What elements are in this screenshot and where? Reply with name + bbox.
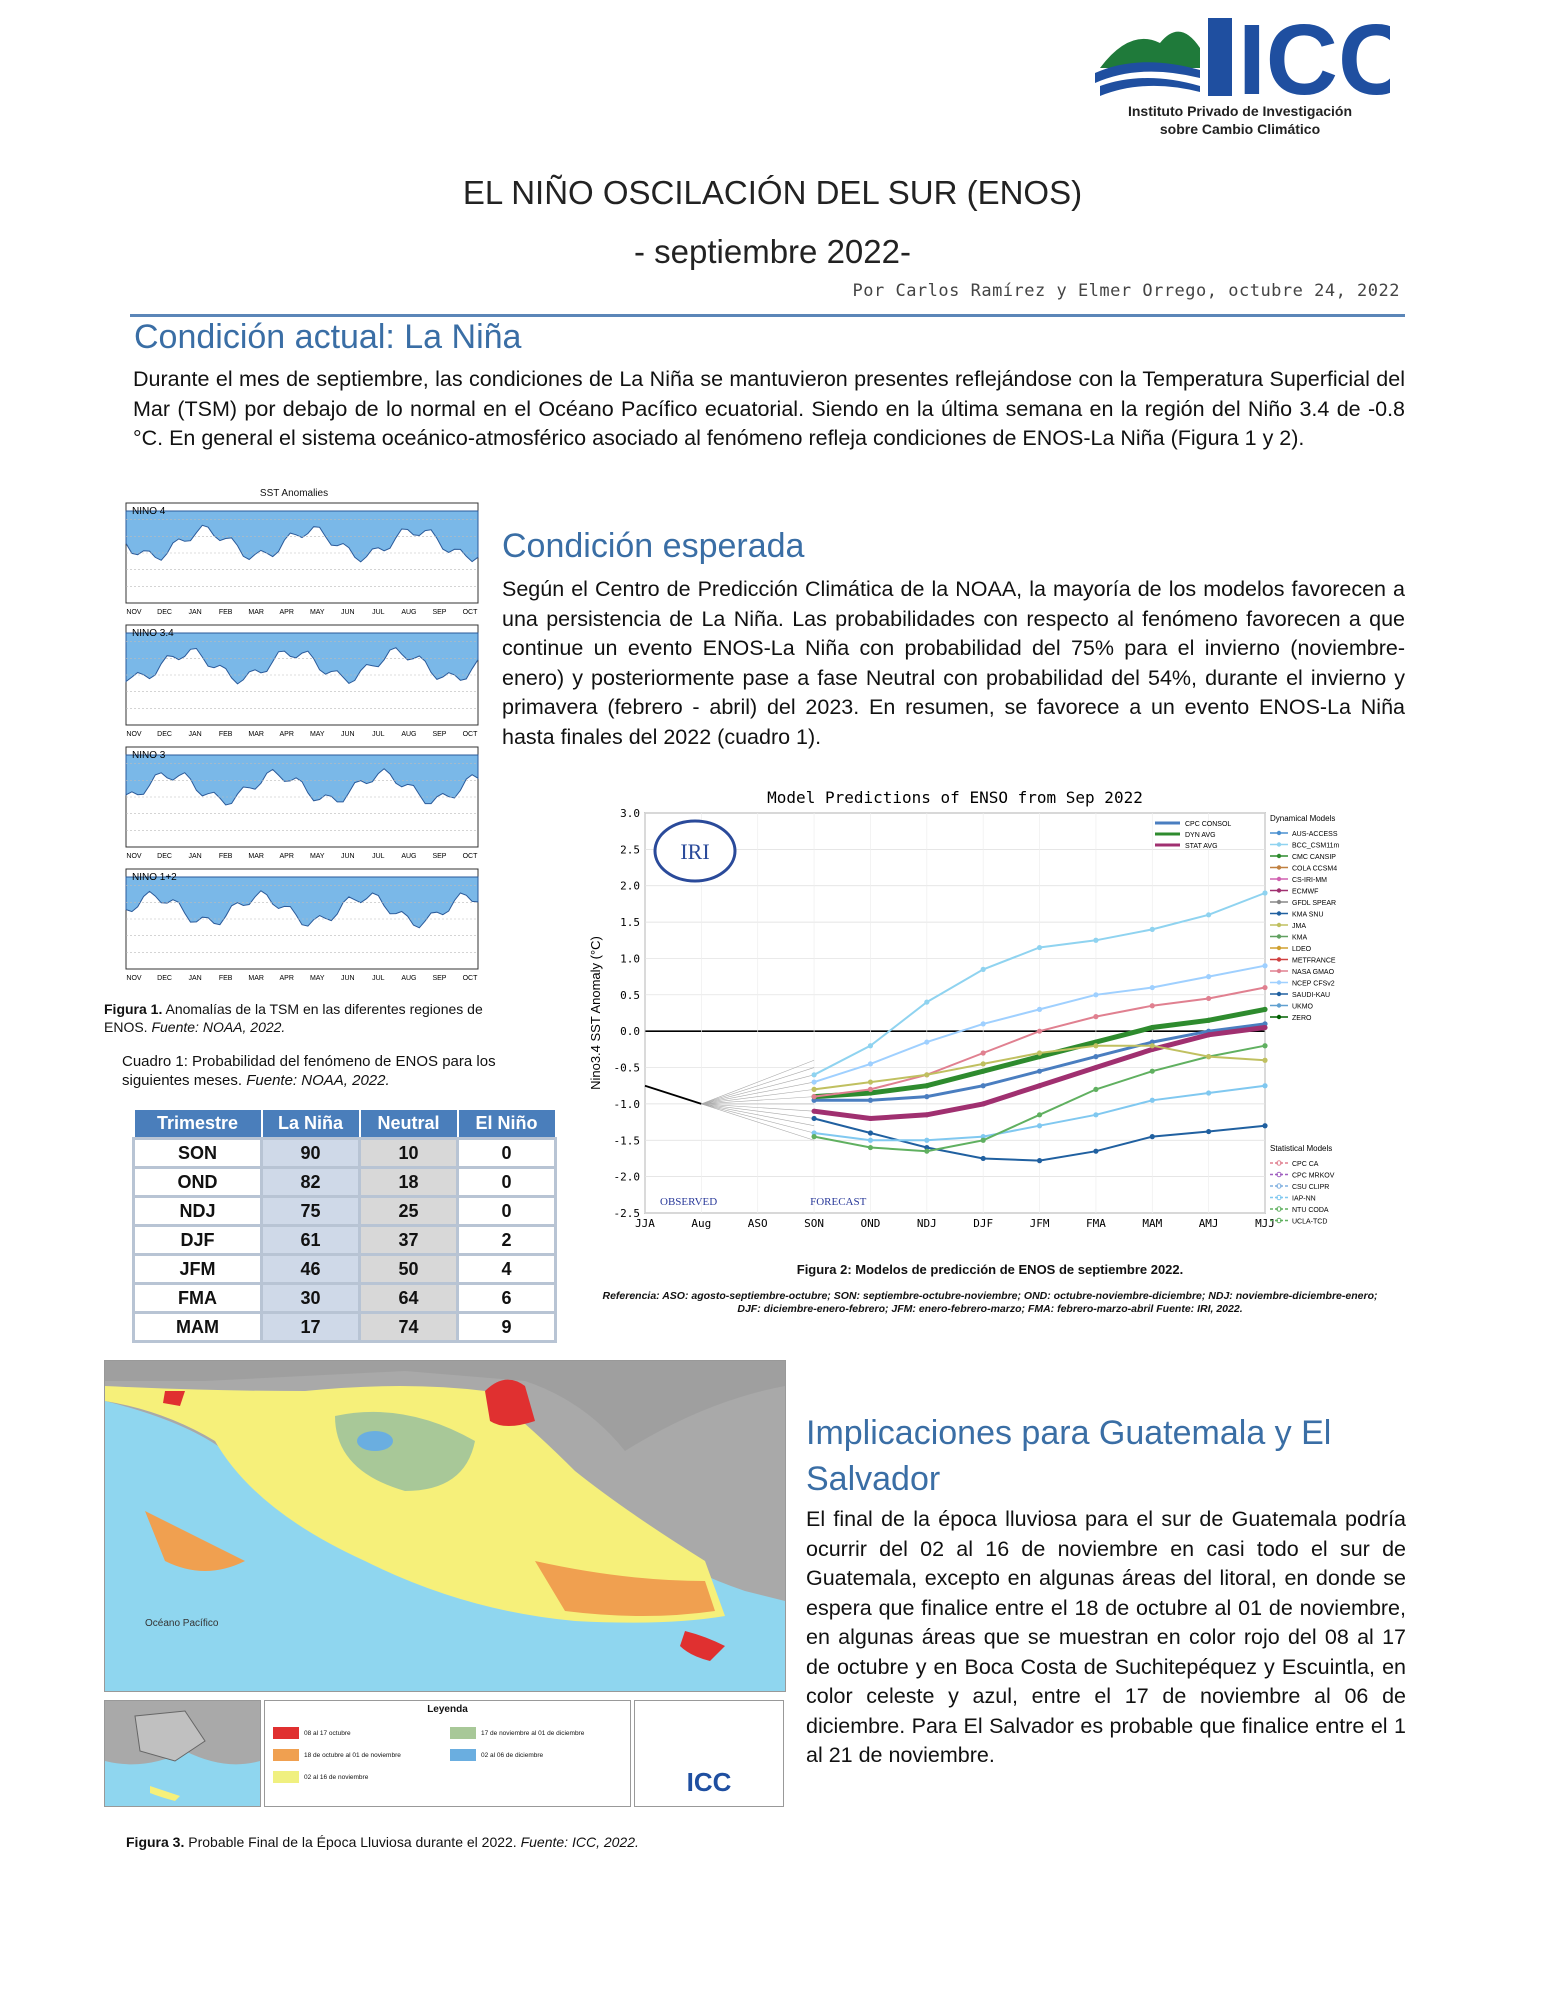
data-point <box>924 1149 929 1154</box>
byline: Por Carlos Ramírez y Elmer Orrego, octubre 24, 2022 <box>852 281 1400 301</box>
cuadro1-caption: Cuadro 1: Probabilidad del fenómeno de ENOS para los siguientes meses. Fuente: NOAA, 2022. <box>122 1053 496 1089</box>
cuadro1-header-1: La Niña <box>262 1109 360 1139</box>
legend-label: ZERO <box>1292 1015 1312 1022</box>
data-point <box>1262 1083 1267 1088</box>
month-tick: AUG <box>401 731 417 738</box>
month-tick: MAY <box>309 609 325 616</box>
month-tick: FEB <box>218 731 233 738</box>
month-tick: SEP <box>432 975 447 982</box>
legend-label: CSU CLIPR <box>1292 1184 1330 1191</box>
table-cell: 2 <box>458 1226 556 1255</box>
table-row <box>134 1197 556 1226</box>
month-tick: MAR <box>248 975 264 982</box>
legend-marker <box>1277 946 1281 950</box>
data-point <box>1037 1083 1042 1088</box>
data-point <box>868 1130 873 1135</box>
table-cell: 10 <box>360 1139 458 1168</box>
figure2-caption: Figura 2: Modelos de predicción de ENOS de septiembre 2022. <box>796 1262 1184 1277</box>
month-tick: OCT <box>462 609 478 616</box>
legend-label: NASA GMAO <box>1292 969 1335 976</box>
section-body-current: Durante el mes de septiembre, las condiciones de La Niña se mantuvieron presentes reflejándose con la Temperatura Superficial del Mar (TSM) por debajo de lo normal en el Océano Pacífico ecuatorial. Siendo en la última semana en la región del Niño 3.4 de -0.8 °C. En general el sistema oceánico-atmosférico asociado al fenómeno refleja condiciones de ENOS-La Niña (Figura 1 y 2). <box>133 367 1405 450</box>
month-tick: DEC <box>157 975 172 982</box>
data-point <box>924 1112 929 1117</box>
table-cell: JFM <box>134 1255 262 1284</box>
table-cell: SON <box>134 1139 262 1168</box>
y-tick-label: 0.5 <box>620 988 640 1002</box>
figure1-panels <box>104 499 484 989</box>
legend-color-swatch <box>273 1771 299 1783</box>
data-point <box>1262 1025 1267 1030</box>
data-point <box>981 1061 986 1066</box>
legend-label: LDEO <box>1292 946 1312 953</box>
month-tick: MAR <box>248 731 264 738</box>
panel-label: NINO 4 <box>132 506 166 517</box>
rainy-season-map <box>105 1361 785 1691</box>
data-point <box>868 1043 873 1048</box>
month-tick: JUL <box>372 731 385 738</box>
month-tick: JUL <box>372 853 385 860</box>
data-point <box>811 1116 816 1121</box>
data-point <box>1262 890 1267 895</box>
data-point <box>1150 985 1155 990</box>
month-tick: JUN <box>341 853 355 860</box>
section-heading-expected: Condición esperada <box>502 527 805 565</box>
data-point <box>1206 912 1211 917</box>
month-tick: JAN <box>188 731 202 738</box>
x-tick-label: Aug <box>691 1217 712 1230</box>
month-tick: DEC <box>157 731 172 738</box>
sst-panel <box>126 625 478 738</box>
y-tick-label: 3.0 <box>620 807 640 820</box>
data-point <box>1262 963 1267 968</box>
y-tick-label: 2.5 <box>620 843 640 857</box>
legend-label: NCEP CFSv2 <box>1292 980 1335 988</box>
legend-marker <box>1277 877 1281 881</box>
data-point <box>1262 1007 1267 1012</box>
legend-dyn-title: Dynamical Models <box>1270 814 1336 823</box>
table-row <box>134 1168 556 1197</box>
x-tick-label: MAM <box>1142 1217 1163 1230</box>
legend-label: CPC MRKOV <box>1292 1172 1335 1180</box>
data-point <box>868 1116 873 1121</box>
y-tick-label: -2.0 <box>613 1170 640 1184</box>
logo-subtitle: Instituto Privado de Investigación sobre Cambio Climático <box>1127 103 1353 137</box>
legend-label: ECMWF <box>1292 888 1319 896</box>
cuadro1-header-0: Trimestre <box>134 1109 262 1139</box>
data-point <box>868 1098 873 1103</box>
data-point <box>1037 1050 1042 1055</box>
data-point <box>1093 1087 1098 1092</box>
month-tick: MAY <box>309 853 325 860</box>
data-point <box>1206 1032 1211 1037</box>
page-subtitle: - septiembre 2022- <box>634 233 911 270</box>
data-point <box>1150 1069 1155 1074</box>
month-tick: SEP <box>432 731 447 738</box>
x-tick-label: FMA <box>1085 1217 1106 1230</box>
legend-marker <box>1277 854 1281 858</box>
legend-item <box>273 1749 401 1761</box>
table-cell: 75 <box>262 1197 360 1226</box>
legend-marker <box>1277 992 1281 996</box>
x-tick-label: ASO <box>747 1217 768 1230</box>
cuadro1-header-3: El Niño <box>458 1109 556 1139</box>
legend-marker <box>1277 923 1281 927</box>
panel-label: NINO 1+2 <box>132 872 177 883</box>
legend-marker <box>1277 969 1281 973</box>
data-point <box>924 1094 929 1099</box>
table-cell: 4 <box>458 1255 556 1284</box>
month-tick: APR <box>279 609 294 616</box>
data-point <box>1037 1123 1042 1128</box>
month-tick: OCT <box>462 731 478 738</box>
legend-label: COLA CCSM4 <box>1292 865 1338 873</box>
data-point <box>1150 927 1155 932</box>
table-cell: 50 <box>360 1255 458 1284</box>
table-cell: 0 <box>458 1168 556 1197</box>
data-point <box>981 1083 986 1088</box>
table-cell: 64 <box>360 1284 458 1313</box>
table-cell: 18 <box>360 1168 458 1197</box>
inset-map <box>104 1700 261 1807</box>
legend-label: CMC CANSIP <box>1292 854 1336 861</box>
legend-marker <box>1277 957 1281 961</box>
data-point <box>1206 1018 1211 1023</box>
legend-color-swatch <box>273 1749 299 1761</box>
data-point <box>811 1094 816 1099</box>
table-cell: 82 <box>262 1168 360 1197</box>
table-cell: 25 <box>360 1197 458 1226</box>
month-tick: FEB <box>218 975 233 982</box>
legend-label: DYN AVG <box>1185 832 1216 839</box>
y-tick-label: -0.5 <box>613 1061 640 1075</box>
data-point <box>811 1079 816 1084</box>
legend-label: KMA <box>1292 934 1308 942</box>
data-point <box>1093 1054 1098 1059</box>
y-tick-label: 2.0 <box>620 879 640 893</box>
legend-label: AUS-ACCESS <box>1292 831 1338 838</box>
y-tick-label: 1.5 <box>620 916 640 930</box>
month-tick: OCT <box>462 853 478 860</box>
month-tick: OCT <box>462 975 478 982</box>
ocean-label: Océano Pacífico <box>145 1618 219 1629</box>
data-point <box>1150 1134 1155 1139</box>
month-tick: JUN <box>341 975 355 982</box>
iri-badge-text: IRI <box>680 839 710 864</box>
table-cell: 46 <box>262 1255 360 1284</box>
figure2-chart <box>575 785 1405 1255</box>
data-point <box>924 999 929 1004</box>
cuadro1-table-wrap <box>132 1108 557 1343</box>
table-cell: 9 <box>458 1313 556 1342</box>
legend-stat-title: Statistical Models <box>1270 1144 1333 1153</box>
data-point <box>1262 1043 1267 1048</box>
data-point <box>1037 1069 1042 1074</box>
x-tick-label: OND <box>860 1217 881 1230</box>
data-point <box>811 1072 816 1077</box>
data-point <box>1037 945 1042 950</box>
map-credits <box>634 1700 784 1807</box>
legend-item-label: 18 de octubre al 01 de noviembre <box>304 1751 401 1759</box>
y-axis-label: Nino3.4 SST Anomaly (°C) <box>588 936 603 1090</box>
data-point <box>1093 938 1098 943</box>
data-point <box>981 1069 986 1074</box>
panel-label: NINO 3.4 <box>132 628 174 639</box>
month-tick: JAN <box>188 975 202 982</box>
svg-text:ICC: ICC <box>1238 8 1390 103</box>
figure3-map <box>104 1360 786 1692</box>
data-point <box>981 1050 986 1055</box>
month-tick: DEC <box>157 853 172 860</box>
legend-marker <box>1277 934 1281 938</box>
month-tick: NOV <box>126 731 142 738</box>
month-tick: NOV <box>126 975 142 982</box>
legend-marker <box>1277 865 1281 869</box>
forecast-label: FORECAST <box>810 1196 867 1208</box>
data-point <box>981 1021 986 1026</box>
legend-marker <box>1277 900 1281 904</box>
month-tick: AUG <box>401 975 417 982</box>
page-title: EL NIÑO OSCILACIÓN DEL SUR (ENOS) <box>462 174 1083 211</box>
figure1-sst-anomalies <box>104 488 484 988</box>
legend-item <box>273 1727 351 1739</box>
data-point <box>1037 1029 1042 1034</box>
legend-item <box>273 1771 368 1783</box>
enso-plume-svg <box>575 785 1405 1255</box>
data-point <box>1093 1149 1098 1154</box>
x-tick-label: JJA <box>635 1217 655 1230</box>
x-tick-label: AMJ <box>1198 1217 1219 1230</box>
data-point <box>1037 1158 1042 1163</box>
sst-panel <box>126 747 478 860</box>
legend-label: NTU CODA <box>1292 1207 1329 1214</box>
icc-logo <box>1090 8 1390 143</box>
legend-color-swatch <box>273 1727 299 1739</box>
section-heading-implications: Implicaciones para Guatemala y El Salvador <box>806 1414 1332 1498</box>
legend-marker <box>1277 831 1281 835</box>
x-tick-label: NDJ <box>916 1217 937 1230</box>
month-tick: NOV <box>126 853 142 860</box>
table-cell: 90 <box>262 1139 360 1168</box>
sst-panel <box>126 869 478 982</box>
month-tick: APR <box>279 975 294 982</box>
table-cell: 0 <box>458 1139 556 1168</box>
legend-marker <box>1277 888 1281 892</box>
month-tick: FEB <box>218 609 233 616</box>
table-row <box>134 1255 556 1284</box>
month-tick: JUN <box>341 609 355 616</box>
data-point <box>811 1109 816 1114</box>
chart-title: Model Predictions of ENSO from Sep 2022 <box>767 788 1143 807</box>
legend-label: UCLA-TCD <box>1292 1218 1328 1226</box>
month-tick: DEC <box>157 609 172 616</box>
data-point <box>924 1083 929 1088</box>
panel-label: NINO 3 <box>132 750 166 761</box>
data-point <box>1093 1014 1098 1019</box>
month-tick: APR <box>279 731 294 738</box>
legend-color-swatch <box>450 1727 476 1739</box>
table-cell: 37 <box>360 1226 458 1255</box>
table-cell: 0 <box>458 1197 556 1226</box>
table-cell: 61 <box>262 1226 360 1255</box>
data-point <box>1150 1003 1155 1008</box>
table-row <box>134 1139 556 1168</box>
legend-label: STAT AVG <box>1185 843 1218 850</box>
month-tick: AUG <box>401 609 417 616</box>
table-cell: MAM <box>134 1313 262 1342</box>
legend-label: BCC_CSM11m <box>1292 842 1340 850</box>
legend-label: SAUDI-KAU <box>1292 992 1331 999</box>
table-cell: OND <box>134 1168 262 1197</box>
data-point <box>868 1087 873 1092</box>
icc-logo-mark <box>1090 8 1390 103</box>
data-point <box>1093 1043 1098 1048</box>
x-tick-label: DJF <box>973 1217 994 1230</box>
month-tick: NOV <box>126 609 142 616</box>
observed-label: OBSERVED <box>660 1196 718 1208</box>
data-point <box>1206 1129 1211 1134</box>
data-point <box>924 1039 929 1044</box>
month-tick: FEB <box>218 853 233 860</box>
legend-marker <box>1277 911 1281 915</box>
legend-item <box>450 1727 584 1739</box>
data-point <box>1150 1098 1155 1103</box>
legend-marker <box>1277 980 1281 984</box>
data-point <box>811 1134 816 1139</box>
cuadro1-header-2: Neutral <box>360 1109 458 1139</box>
table-row <box>134 1284 556 1313</box>
data-point <box>811 1087 816 1092</box>
y-tick-label: -1.0 <box>613 1097 640 1111</box>
data-point <box>868 1145 873 1150</box>
data-point <box>1093 1112 1098 1117</box>
data-point <box>981 967 986 972</box>
legend-item-label: 02 al 16 de noviembre <box>304 1773 369 1781</box>
legend-title: Leyenda <box>427 1704 468 1715</box>
month-tick: APR <box>279 853 294 860</box>
data-point <box>1093 992 1098 997</box>
legend-label: CS-IRI-MM <box>1292 877 1327 884</box>
legend-label: KMA SNU <box>1292 911 1324 919</box>
y-tick-label: 0.0 <box>620 1025 640 1039</box>
data-point <box>924 1072 929 1077</box>
table-row <box>134 1226 556 1255</box>
legend-marker <box>1277 842 1281 846</box>
legend-label: METFRANCE <box>1292 957 1336 965</box>
data-point <box>1093 1065 1098 1070</box>
y-tick-label: -1.5 <box>613 1134 640 1148</box>
legend-marker <box>1277 1015 1281 1019</box>
data-point <box>1262 985 1267 990</box>
month-tick: JUN <box>341 731 355 738</box>
figure3-caption: Figura 3. Probable Final de la Época Lluviosa durante el 2022. Fuente: ICC, 2022. <box>126 1834 639 1850</box>
header-rule <box>130 314 1405 317</box>
data-point <box>981 1138 986 1143</box>
legend-label: JMA <box>1292 923 1306 930</box>
month-tick: JAN <box>188 609 202 616</box>
legend-marker <box>1277 1003 1281 1007</box>
data-point <box>1262 1123 1267 1128</box>
legend-color-swatch <box>450 1749 476 1761</box>
table-cell: 17 <box>262 1313 360 1342</box>
data-point <box>868 1079 873 1084</box>
data-point <box>1037 1007 1042 1012</box>
table-cell: NDJ <box>134 1197 262 1226</box>
month-tick: MAY <box>309 731 325 738</box>
data-point <box>1150 1025 1155 1030</box>
legend-item <box>450 1749 543 1761</box>
y-tick-label: 1.0 <box>620 952 640 966</box>
legend-item-label: 02 al 06 de diciembre <box>481 1751 544 1759</box>
table-cell: 30 <box>262 1284 360 1313</box>
table-cell: 6 <box>458 1284 556 1313</box>
month-tick: MAY <box>309 975 325 982</box>
data-point <box>981 1101 986 1106</box>
data-point <box>868 1138 873 1143</box>
table-cell: FMA <box>134 1284 262 1313</box>
section-heading-current: Condición actual: La Niña <box>134 318 522 356</box>
legend-label: UKMO <box>1292 1003 1313 1011</box>
month-tick: SEP <box>432 609 447 616</box>
y-tick-label: -2.5 <box>613 1207 640 1220</box>
table-cell: DJF <box>134 1226 262 1255</box>
data-point <box>868 1061 873 1066</box>
data-point <box>1206 974 1211 979</box>
table-cell: 74 <box>360 1313 458 1342</box>
data-point <box>981 1156 986 1161</box>
map-legend <box>264 1700 631 1807</box>
sst-panel <box>126 503 478 616</box>
data-point <box>1206 1090 1211 1095</box>
data-point <box>1037 1112 1042 1117</box>
data-point <box>1206 1054 1211 1059</box>
legend-label: IAP-NN <box>1292 1195 1316 1203</box>
legend-label: GFDL SPEAR <box>1292 900 1337 907</box>
month-tick: AUG <box>401 853 417 860</box>
month-tick: MAR <box>248 609 264 616</box>
x-tick-label: SON <box>804 1217 825 1230</box>
section-body-expected: Según el Centro de Predicción Climática de la NOAA, la mayoría de los modelos favorecen a una persistencia de La Niña. Las probabilidades con respecto al fenómeno favorecen a que continue un evento ENOS-La Niña con probabilidad del 75% para el invierno (noviembre-enero) y posteriormente pase a fase Neutral con probabilidad del 54%, durante el invierno y primavera (febrero - abril) del 2023. En resumen, se favorece a un evento ENOS-La Niña hasta finales del 2022 (cuadro 1). <box>502 577 1405 749</box>
x-tick-label: MJJ <box>1255 1217 1275 1230</box>
month-tick: JAN <box>188 853 202 860</box>
data-point <box>1150 1043 1155 1048</box>
data-point <box>1262 1058 1267 1063</box>
figure2-reference: Referencia: ASO: agosto-septiembre-octubre; SON: septiembre-octubre-noviembre; OND: octubre-noviembre-diciembre; NDJ: noviembre-diciembre-enero; DJF: diciembre-enero-febrero; JFM: enero-febrero-marzo; FMA: febrero-marzo-abril Fuente: IRI, 2022. <box>602 1290 1378 1315</box>
figure3-legend-strip <box>104 1700 784 1808</box>
data-point <box>924 1138 929 1143</box>
figure1-caption: Figura 1. Anomalías de la TSM en las diferentes regiones de ENOS. Fuente: NOAA, 2022. <box>104 1001 483 1035</box>
legend-item-label: 17 de noviembre al 01 de diciembre <box>481 1729 585 1737</box>
cuadro1-table <box>132 1108 557 1343</box>
legend-label: CPC CONSOL <box>1185 821 1232 828</box>
month-tick: SEP <box>432 853 447 860</box>
legend-label: CPC CA <box>1292 1161 1319 1168</box>
table-row <box>134 1313 556 1342</box>
month-tick: JUL <box>372 609 385 616</box>
data-point <box>1206 996 1211 1001</box>
x-tick-label: JFM <box>1029 1217 1050 1230</box>
month-tick: JUL <box>372 975 385 982</box>
section-body-implications: El final de la época lluviosa para el sur de Guatemala podría ocurrir del 02 al 16 de noviembre en casi todo el sur de Guatemala, excepto en algunas áreas del litoral, en donde se espera que finalice entre el 18 de octubre al 01 de noviembre, en algunas áreas que se muestran en color rojo del 08 al 17 de octubre y en Boca Costa de Suchitepéquez y Escuintla, en color celeste y azul, entre el 17 de noviembre al 06 de diciembre. Para El Salvador es probable que finalice entre el 1 al 21 de noviembre. <box>806 1507 1406 1767</box>
figure1-title: SST Anomalies <box>259 488 329 499</box>
month-tick: MAR <box>248 853 264 860</box>
legend-item-label: 08 al 17 octubre <box>304 1729 351 1737</box>
map-logo: ICC <box>686 1767 732 1797</box>
